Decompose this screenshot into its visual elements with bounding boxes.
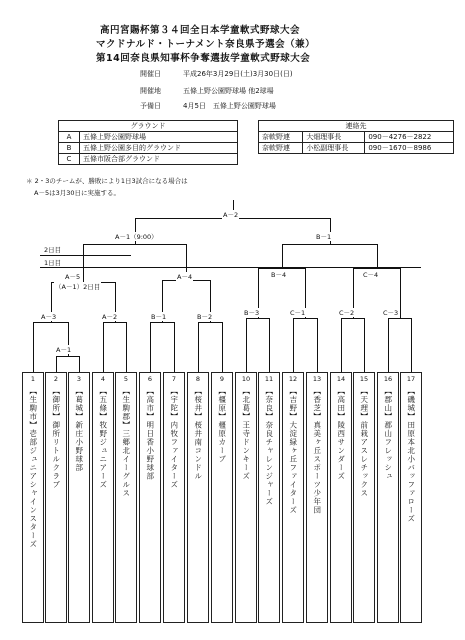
bracket-line: [83, 244, 84, 283]
bracket-line: [222, 322, 223, 373]
match-semi-left: A－1（9:00）: [115, 233, 158, 241]
team-column: [163, 372, 185, 623]
team-column: [235, 372, 257, 623]
bracket-line: [79, 356, 80, 373]
match-q2: A－4: [177, 273, 193, 281]
match-r1: A－3: [41, 313, 57, 321]
team-name: 【北葛】王寺ドンキーズ: [241, 387, 251, 481]
contact-person: 小松副理事長: [303, 143, 365, 154]
bracket-line: [33, 322, 34, 373]
team-number: 4: [100, 375, 106, 383]
team-name: 【高田】陵西サンダーズ: [336, 387, 346, 481]
bracket-line: [126, 322, 127, 373]
team-column: [187, 372, 209, 623]
team-column: [211, 372, 233, 623]
team-number: 13: [312, 375, 322, 383]
bracket-line: [198, 322, 199, 373]
team-name: 【桜井】桜井南コンドル: [193, 387, 203, 481]
bracket-line: [40, 255, 131, 256]
bracket-line: [388, 318, 389, 373]
match-r7: C－2: [339, 309, 355, 317]
bracket-line: [364, 318, 365, 373]
ground-table-heading: グラウンド: [59, 121, 238, 132]
date-value: 平成26年3月29日(土)3月30日(日): [183, 70, 293, 78]
title-line-1: 高円宮賜杯第３４回全日本学童軟式野球大会: [100, 25, 301, 36]
bracket-line: [400, 268, 401, 319]
ground-table: [58, 120, 238, 165]
contact-person: 大畑理事長: [303, 132, 365, 143]
note-line-2: A－5は3月30日に実施する。: [34, 189, 120, 197]
team-number: 10: [241, 375, 251, 383]
team-column: [45, 372, 67, 623]
team-name: 【天理】前栽アスレチックス: [359, 387, 369, 498]
team-column: [353, 372, 375, 623]
match-r3: B－1: [151, 313, 167, 321]
day1-label: 1日目: [44, 259, 62, 267]
team-name: 【香芝】真美ヶ丘スポーツ少年団: [312, 387, 322, 515]
team-name: 【御所】御所リトルクラブ: [51, 387, 61, 489]
bracket-line: [246, 318, 247, 373]
team-column: [68, 372, 90, 623]
team-column: [400, 372, 422, 623]
bracket-line: [341, 318, 342, 373]
team-name: 【高市】明日香小野球部: [145, 387, 155, 481]
team-number: 15: [359, 375, 369, 383]
note-line-1: ＊ 2・3のチームが、勝敗により1日3試合になる場合は: [26, 177, 188, 185]
match-q3: B－4: [271, 271, 287, 279]
team-number: 1: [30, 375, 36, 383]
team-name: 【生駒市】壱部ジュニアシャインスターズ: [28, 387, 38, 549]
date-label: 開催日: [140, 70, 161, 78]
team-name: 【磯城】田原本北小バッファローズ: [406, 387, 416, 523]
title-line-3: 第14回奈良県知事杯争奪選抜学童軟式野球大会: [96, 53, 311, 64]
team-name: 【宇陀】内牧ファイターズ: [169, 387, 179, 489]
team-column: [258, 372, 280, 623]
team-name: 【五條】牧野ジュニアーズ: [98, 387, 108, 489]
contact-table-heading: 連絡先: [259, 121, 454, 132]
bracket-line: [377, 244, 378, 269]
team-name: 【奈良】奈良チャレンジャーズ: [264, 387, 274, 506]
ground-key-a: A: [59, 132, 80, 143]
team-number: 14: [336, 375, 346, 383]
day2-label: 2日目: [44, 246, 62, 254]
team-name: 【葛城】新庄小野球部: [74, 387, 84, 472]
team-name: 【橿原】橿原カーブ: [217, 387, 227, 464]
bracket-line: [269, 318, 270, 373]
team-column: [139, 372, 161, 623]
contact-phone: 090－1670－8986: [365, 143, 454, 154]
match-r8: C－3: [383, 309, 399, 317]
bracket-line: [40, 267, 421, 268]
match-q1-sub: （A－1）2日目: [55, 283, 101, 291]
contact-phone: 090－4276－2822: [365, 132, 454, 143]
team-number: 5: [123, 375, 129, 383]
contact-org: 奈軟野連: [259, 132, 303, 143]
reserve-label: 予備日: [140, 102, 161, 110]
team-column: [377, 372, 399, 623]
match-r2: A－2: [102, 313, 118, 321]
bracket-line: [293, 318, 294, 373]
team-number: 3: [76, 375, 82, 383]
team-number: 7: [171, 375, 177, 383]
team-column: [22, 372, 44, 623]
match-r6: C－1: [290, 309, 306, 317]
team-number: 2: [53, 375, 59, 383]
team-column: [92, 372, 114, 623]
ground-name-a: 五條上野公園野球場: [80, 132, 238, 143]
bracket-line: [174, 322, 175, 373]
venue-label: 開催地: [140, 87, 161, 95]
ground-key-b: B: [59, 143, 80, 154]
ground-name-b: 五條上野公園多目的グラウンド: [80, 143, 238, 154]
team-column: [306, 372, 328, 623]
match-q1: A－5: [65, 273, 81, 281]
title-line-2: マクドナルド・トーナメント奈良県予選会（兼）: [96, 39, 316, 50]
bracket-line: [282, 244, 283, 269]
team-number: 12: [288, 375, 298, 383]
ground-key-c: C: [59, 154, 80, 165]
bracket-line: [103, 322, 104, 373]
match-q4: C－4: [363, 271, 379, 279]
match-r4: B－2: [197, 313, 213, 321]
reserve-value: 4月5日 五條上野公園野球場: [183, 102, 276, 110]
team-name: 【郡山】郡山フレッシュ: [383, 387, 393, 481]
contact-org: 奈軟野連: [259, 143, 303, 154]
bracket-line: [150, 322, 151, 373]
team-column: [115, 372, 137, 623]
team-number: 16: [383, 375, 393, 383]
match-preliminary: A－1: [56, 346, 72, 354]
team-number: 17: [406, 375, 416, 383]
team-column: [282, 372, 304, 623]
match-final: A－2: [223, 211, 239, 219]
bracket-line: [317, 318, 318, 373]
team-number: 8: [195, 375, 201, 383]
team-column: [330, 372, 352, 623]
team-name: 【生駒郡】三郷北イーグルス: [121, 387, 131, 498]
bracket-line: [411, 318, 412, 373]
team-number: 11: [264, 375, 274, 383]
team-name: 【吉野】大淀緑ヶ丘ファイターズ: [288, 387, 298, 515]
contact-table: [258, 120, 454, 154]
ground-name-c: 五條市阪合部グラウンド: [80, 154, 238, 165]
bracket-line: [56, 356, 57, 373]
match-r5: B－3: [244, 309, 260, 317]
match-semi-right: B－1: [316, 233, 332, 241]
team-number: 6: [147, 375, 153, 383]
venue-value: 五條上野公園野球場 他2球場: [183, 87, 274, 95]
team-number: 9: [219, 375, 225, 383]
